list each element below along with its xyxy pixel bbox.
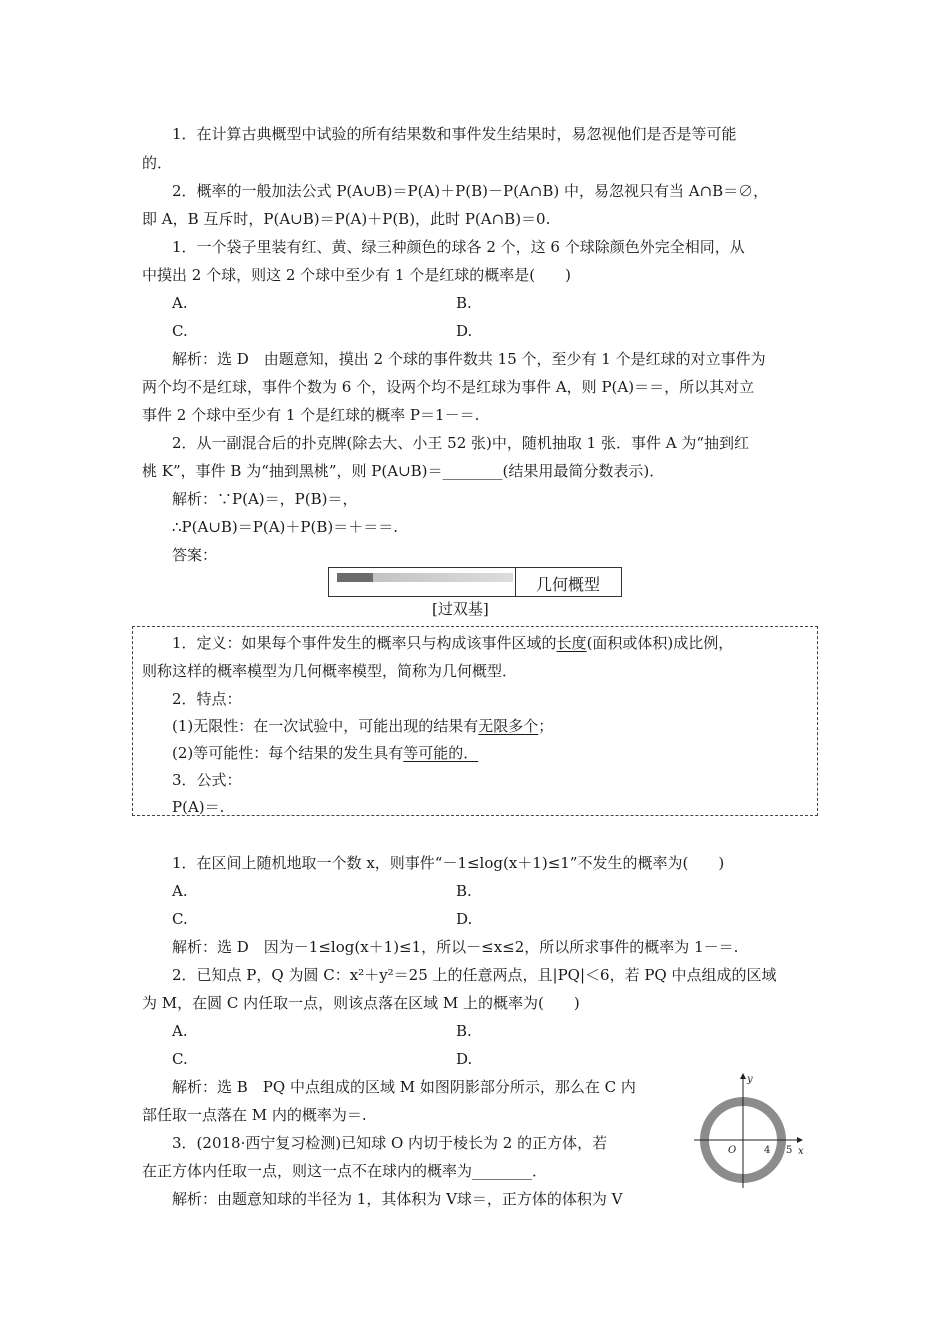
feature-line: (2)等可能性：每个结果的发生具有等可能的． (172, 744, 479, 762)
option-c: C. (172, 910, 188, 928)
formula-heading: 3．公式： (172, 771, 242, 789)
feature-line: (1)无限性：在一次试验中，可能出现的结果有无限多个； (172, 717, 554, 735)
option-a: A. (172, 294, 188, 312)
question-text: 2．已知点 P，Q 为圆 C：x²＋y²＝25 上的任意两点，且|PQ|＜6，若 PQ 中点组成的区域 (172, 966, 777, 984)
section-title: 几何概型 (535, 575, 600, 594)
formula-line: P(A)＝. (172, 798, 225, 816)
solution-text: 解析：选 D 由题意知，摸出 2 个球的事件数共 15 个，至少有 1 个是红球的对立事件为 (172, 350, 766, 368)
option-c: C. (172, 322, 188, 340)
solution-text: 解析：∵P(A)＝，P(B)＝， (172, 490, 358, 508)
question-text: 桃 K”，事件 B 为“抽到黑桃”，则 P(A∪B)＝________(结果用最简分数表示)． (142, 462, 665, 480)
origin-label: O (728, 1145, 737, 1156)
tip-line: 的． (142, 154, 173, 172)
underlined-term: 等可能的． (403, 744, 479, 762)
radius-label-outer: 5 (786, 1145, 793, 1156)
section-subtitle: [过双基] (432, 600, 489, 618)
solution-text: 解析：选 D 因为－1≤log(x＋1)≤1，所以－≤x≤2，所以所求事件的概率为 1－＝. (172, 938, 739, 956)
definition-line: 则称这样的概率模型为几何概率模型，简称为几何概型． (142, 662, 518, 680)
question-text: 为 M，在圆 C 内任取一点，则该点落在区域 M 上的概率为( ) (142, 994, 580, 1012)
solution-text: 事件 2 个球中至少有 1 个是红球的概率 P＝1－＝. (142, 406, 480, 424)
question-text: 在正方体内任取一点，则这一点不在球内的概率为________． (142, 1162, 548, 1180)
feature-heading: 2．特点： (172, 690, 242, 708)
option-d: D. (456, 322, 473, 340)
radius-label-inner: 4 (764, 1145, 771, 1156)
solution-text: 解析：选 B PQ 中点组成的区域 M 如图阴影部分所示，那么在 C 内 (172, 1078, 636, 1096)
solution-text: 部任取一点落在 M 内的概率为＝. (142, 1106, 367, 1124)
tip-line: 2．概率的一般加法公式 P(A∪B)＝P(A)＋P(B)－P(A∩B) 中，易忽视只有当 A∩B＝∅， (172, 182, 769, 200)
option-b: B. (456, 1022, 472, 1040)
option-b: B. (456, 882, 472, 900)
annulus-figure (684, 1070, 810, 1194)
question-text: 3．(2018·西宁复习检测)已知球 O 内切于棱长为 2 的正方体，若 (172, 1134, 608, 1152)
question-text: 1．在区间上随机地取一个数 x，则事件“－1≤log(x＋1)≤1”不发生的概率为( ) (172, 854, 725, 872)
option-a: A. (172, 882, 188, 900)
tip-line: 1．在计算古典概型中试验的所有结果数和事件发生结果时，易忽视他们是否是等可能 (172, 125, 737, 143)
solution-text: 两个均不是红球，事件个数为 6 个，设两个均不是红球为事件 A，则 P(A)＝＝，所以其对立 (142, 378, 755, 396)
option-c: C. (172, 1050, 188, 1068)
underlined-term: 无限多个 (478, 717, 539, 735)
tip-line: 即 A，B 互斥时，P(A∪B)＝P(A)＋P(B)，此时 P(A∩B)＝0. (142, 210, 551, 228)
option-d: D. (456, 1050, 473, 1068)
option-d: D. (456, 910, 473, 928)
question-text: 中摸出 2 个球，则这 2 个球中至少有 1 个是红球的概率是( ) (142, 266, 571, 284)
question-text: 1．一个袋子里装有红、黄、绿三种颜色的球各 2 个，这 6 个球除颜色外完全相同，从 (172, 238, 745, 256)
definition-line: 1．定义：如果每个事件发生的概率只与构成该事件区域的长度(面积或体积)成比例， (172, 634, 734, 652)
solution-text: ∴P(A∪B)＝P(A)＋P(B)＝＋＝＝. (172, 518, 398, 536)
section-heading-box (328, 567, 622, 597)
answer-label: 答案： (172, 546, 218, 564)
y-axis-label: y (747, 1074, 753, 1085)
section-tag-strip (337, 573, 513, 582)
option-a: A. (172, 1022, 188, 1040)
solution-text: 解析：由题意知球的半径为 1，其体积为 V球＝，正方体的体积为 V (172, 1190, 623, 1208)
option-b: B. (456, 294, 472, 312)
underlined-term: 长度 (556, 634, 587, 652)
x-axis-label: x (798, 1146, 804, 1157)
question-text: 2．从一副混合后的扑克牌(除去大、小王 52 张)中，随机抽取 1 张．事件 A 为“抽到红 (172, 434, 749, 452)
